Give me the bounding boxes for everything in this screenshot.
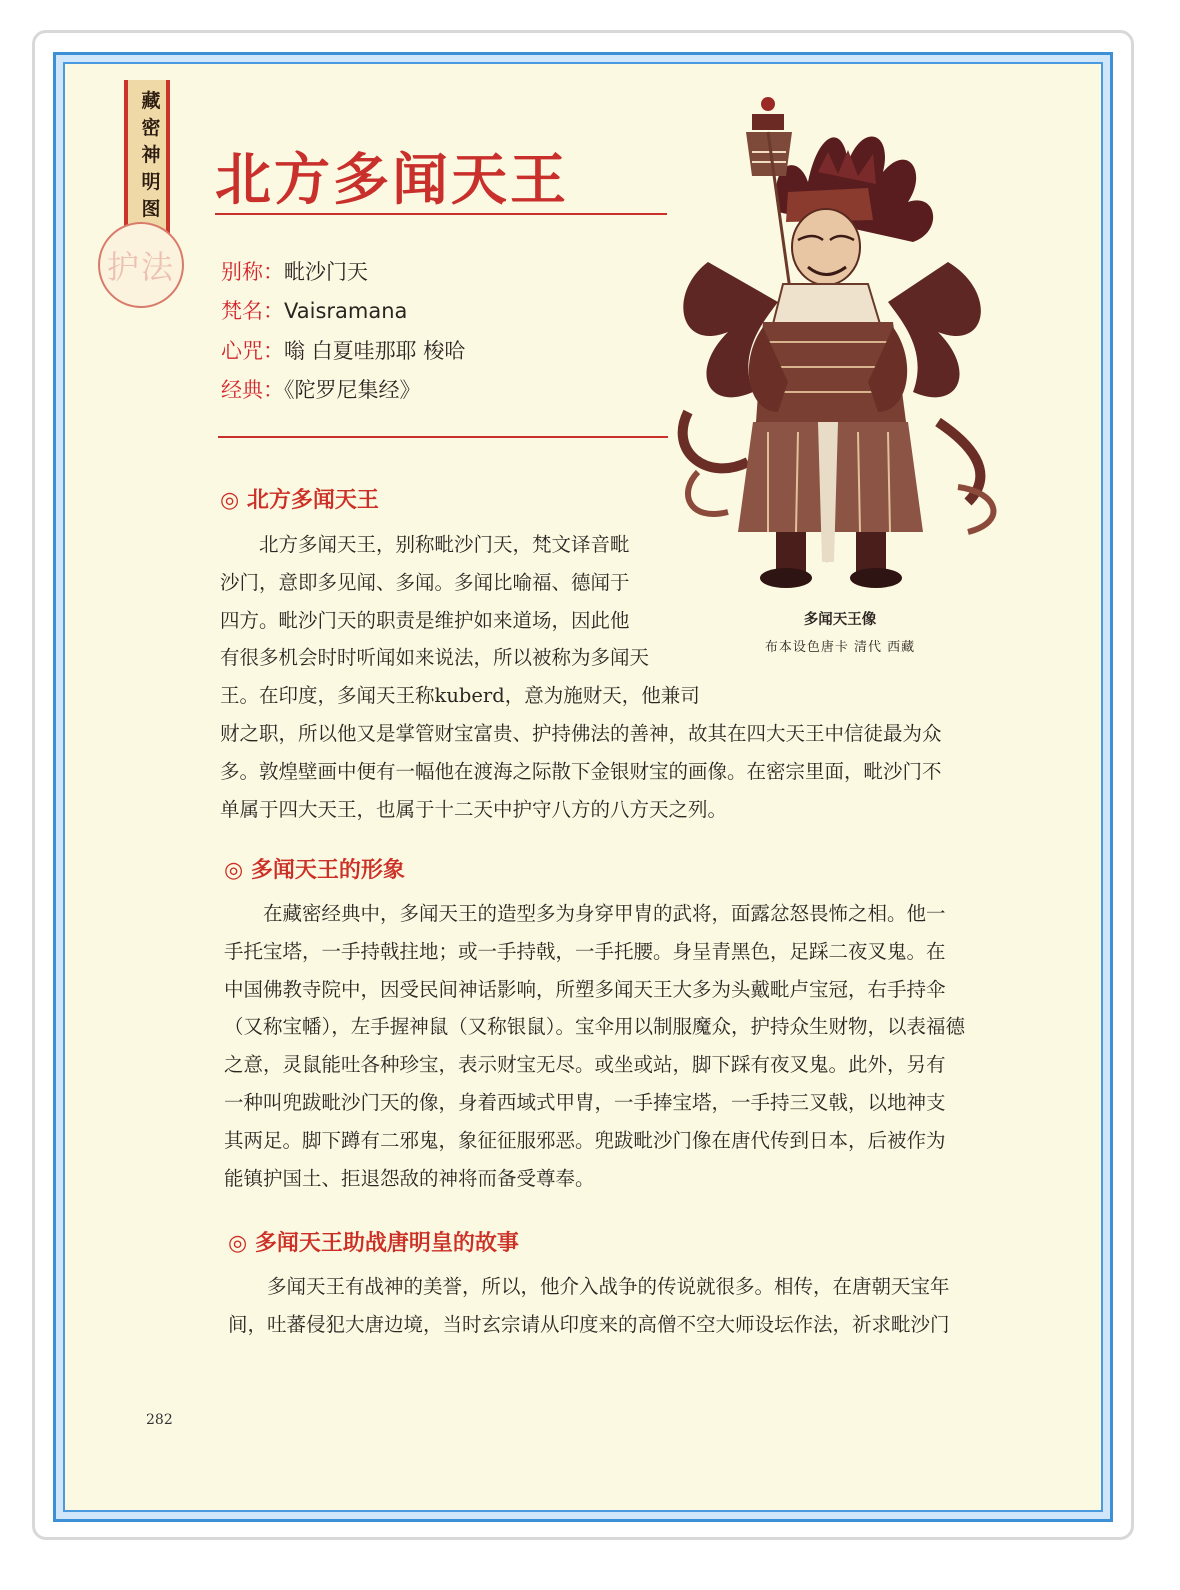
paragraph-line: 能镇护国土、拒退怨敌的神将而备受尊奉。 — [224, 1166, 595, 1190]
meta-alias — [221, 256, 368, 286]
paragraph-line: 在藏密经典中，多闻天王的造型多为身穿甲胄的武将，面露忿怒畏怖之相。他一 — [224, 902, 946, 925]
meta-mantra — [221, 335, 465, 365]
paragraph-line: 财之职，所以他又是掌管财宝富贵、护持佛法的善神，故其在四大天王中信徒最为众 — [220, 722, 942, 745]
title-divider — [215, 213, 667, 215]
section-paragraph — [220, 715, 1000, 828]
figure-caption: 多闻天王像 — [803, 612, 877, 628]
meta-value: 嗡 白夏哇那耶 梭哈 — [284, 339, 466, 363]
paragraph-line: 多闻天王有战神的美誉，所以，他介入战争的传说就很多。相传，在唐朝天宝年 — [228, 1275, 950, 1298]
meta-label: 经典： — [221, 378, 284, 402]
guardian-king-illustration — [668, 92, 1013, 597]
paragraph-line: 多。敦煌壁画中便有一幅他在渡海之际散下金银财宝的画像。在密宗里面，毗沙门不 — [220, 759, 942, 783]
paragraph-line: 之意，灵鼠能吐各种珍宝，表示财宝无尽。或坐或站，脚下踩有夜叉鬼。此外，另有 — [224, 1053, 946, 1077]
paragraph-line: 沙门，意即多见闻、多闻。多闻比喻福、德闻于 — [220, 570, 630, 594]
section-heading: ◎ 北方多闻天王 — [220, 488, 379, 513]
paragraph-line: 一种叫兜跋毗沙门天的像，身着西域式甲胄，一手捧宝塔，一手持三叉戟，以地神支 — [224, 1090, 946, 1114]
section-heading: ◎ 多闻天王的形象 — [224, 858, 405, 883]
meta-value: 《陀罗尼集经》 — [284, 378, 421, 402]
paragraph-line: 中国佛教寺院中，因受民间神话影响，所塑多闻天王大多为头戴毗卢宝冠，右手持伞 — [224, 977, 946, 1001]
section-paragraph — [224, 895, 1004, 1197]
meta-sanskrit-name — [221, 295, 407, 325]
series-tab-label: 藏密神明图 — [141, 90, 161, 220]
meta-value: Vaisramana — [284, 299, 408, 323]
paragraph-line: 北方多闻天王，别称毗沙门天，梵文译音毗 — [220, 533, 630, 556]
meta-value: 毗沙门天 — [284, 260, 368, 284]
paragraph-line: 王。在印度，多闻天王称kuberd，意为施财天，他兼司 — [220, 684, 700, 708]
meta-divider — [218, 436, 668, 438]
figure-subcaption: 布本设色唐卡 清代 西藏 — [764, 640, 916, 655]
seal-text: 护法 — [106, 248, 175, 286]
paragraph-line: 有很多机会时时听闻如来说法，所以被称为多闻天 — [220, 646, 650, 670]
page-title: 北方多闻天王 — [215, 148, 569, 213]
paragraph-line: （又称宝幡），左手握神鼠（又称银鼠）。宝伞用以制服魔众，护持众生财物，以表福德 — [224, 1015, 966, 1039]
series-tab — [124, 80, 170, 244]
meta-scripture — [221, 374, 421, 404]
paragraph-line: 其两足。脚下蹲有二邪鬼，象征征服邪恶。兜跋毗沙门像在唐代传到日本，后被作为 — [224, 1128, 946, 1152]
meta-label: 梵名： — [221, 299, 284, 323]
paragraph-line: 手托宝塔，一手持戟拄地；或一手持戟，一手托腰。身呈青黑色，足踩二夜叉鬼。在 — [224, 939, 946, 963]
page-number: 282 — [146, 1412, 173, 1428]
seal-stamp — [98, 222, 184, 308]
section-heading: ◎ 多闻天王助战唐明皇的故事 — [228, 1231, 519, 1256]
section-paragraph — [220, 526, 720, 715]
paragraph-line: 单属于四大天王，也属于十二天中护守八方的八方天之列。 — [220, 797, 728, 821]
paragraph-line: 四方。毗沙门天的职责是维护如来道场，因此他 — [220, 608, 630, 632]
section-paragraph — [228, 1268, 998, 1344]
meta-label: 心咒： — [221, 339, 284, 363]
paragraph-line: 间，吐蕃侵犯大唐边境，当时玄宗请从印度来的高僧不空大师设坛作法，祈求毗沙门 — [228, 1312, 950, 1336]
meta-label: 别称： — [221, 260, 284, 284]
